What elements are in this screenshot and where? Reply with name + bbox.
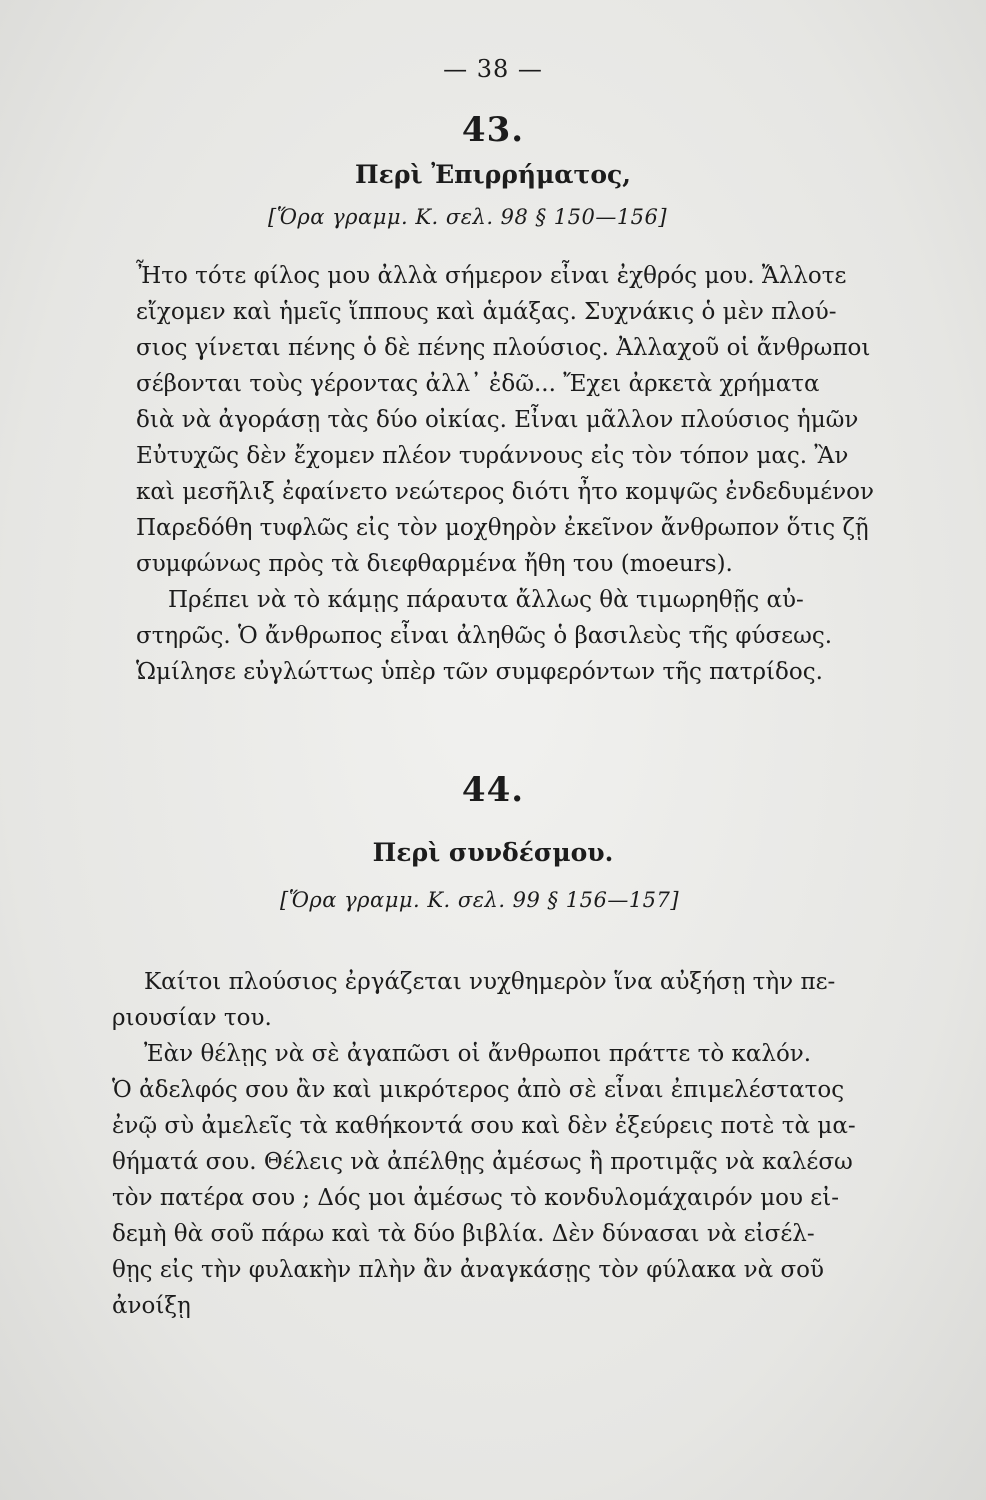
text-line: Πρέπει νὰ τὸ κάμῃς πάραυτα ἄλλως θὰ τιμωρηθῇς αὐ- [168, 587, 804, 613]
page-number: — 38 — [443, 55, 543, 83]
section-text [112, 964, 892, 1324]
text-line: ἀνοίξῃ [112, 1293, 191, 1319]
text-line: δεμὴ θὰ σοῦ πάρω καὶ τὰ δύο βιβλία. Δὲν δύνασαι νὰ εἰσέλ- [112, 1221, 815, 1247]
text-line: Ἐὰν θέλῃς νὰ σὲ ἀγαπῶσι οἱ ἄνθρωποι πράττε τὸ καλόν. [144, 1041, 812, 1067]
text-line: Ὁ ἀδελφός σου ἂν καὶ μικρότερος ἀπὸ σὲ εἶναι ἐπιμελέστατος [112, 1077, 845, 1103]
text-line: Ὡμίλησε εὐγλώττως ὑπὲρ τῶν συμφερόντων τῆς πατρίδος. [136, 659, 823, 685]
section-title: Περὶ Ἐπιρρήματος, [355, 160, 631, 189]
grammar-reference: [Ὅρα γραμμ. Κ. σελ. 98 § 150—156] [268, 205, 668, 229]
text-line: καὶ μεσῆλιξ ἐφαίνετο νεώτερος διότι ἦτο κομψῶς ἐνδεδυμένον [136, 479, 874, 505]
text-line: Παρεδόθη τυφλῶς εἰς τὸν μοχθηρὸν ἐκεῖνον ἄνθρωπον ὅτις ζῇ [136, 515, 869, 541]
section-number: 44. [461, 770, 525, 810]
text-line: στηρῶς. Ὁ ἄνθρωπος εἶναι ἀληθῶς ὁ βασιλεὺς τῆς φύσεως. [136, 623, 833, 649]
text-line: διὰ νὰ ἀγοράσῃ τὰς δύο οἰκίας. Εἶναι μᾶλλον πλούσιος ἡμῶν [136, 407, 859, 433]
text-line: τὸν πατέρα σου ; Δός μοι ἀμέσως τὸ κονδυλομάχαιρόν μου εἰ- [112, 1185, 839, 1211]
section-number: 43. [461, 110, 525, 150]
grammar-reference: [Ὅρα γραμμ. Κ. σελ. 99 § 156—157] [280, 888, 680, 912]
text-line: θήματά σου. Θέλεις νὰ ἀπέλθῃς ἀμέσως ἢ προτιμᾷς νὰ καλέσω [112, 1149, 853, 1175]
text-line: ριουσίαν του. [112, 1005, 272, 1031]
section-text [136, 258, 896, 690]
section-title: Περὶ συνδέσμου. [372, 838, 614, 867]
text-line: σιος γίνεται πένης ὁ δὲ πένης πλούσιος. Ἀλλαχοῦ οἱ ἄνθρωποι [136, 335, 871, 361]
text-line: Ἦτο τότε φίλος μου ἀλλὰ σήμερον εἶναι ἐχθρός μου. Ἄλλοτε [136, 263, 847, 289]
text-line: σέβονται τοὺς γέροντας ἀλλ᾿ ἐδῶ... Ἔχει ἀρκετὰ χρήματα [136, 371, 820, 397]
text-line: εἴχομεν καὶ ἡμεῖς ἵππους καὶ ἁμάξας. Συχνάκις ὁ μὲν πλού- [136, 299, 837, 325]
text-line: συμφώνως πρὸς τὰ διεφθαρμένα ἤθη του (moeurs). [136, 551, 733, 577]
text-line: ἐνῷ σὺ ἀμελεῖς τὰ καθήκοντά σου καὶ δὲν ἐξεύρεις ποτὲ τὰ μα- [112, 1113, 856, 1139]
text-line: θῃς εἰς τὴν φυλακὴν πλὴν ἂν ἀναγκάσῃς τὸν φύλακα νὰ σοῦ [112, 1257, 824, 1283]
text-line: Καίτοι πλούσιος ἐργάζεται νυχθημερὸν ἵνα αὐξήσῃ τὴν πε- [144, 969, 836, 995]
text-line: Εὐτυχῶς δὲν ἔχομεν πλέον τυράννους εἰς τὸν τόπον μας. Ἂν [136, 443, 849, 469]
